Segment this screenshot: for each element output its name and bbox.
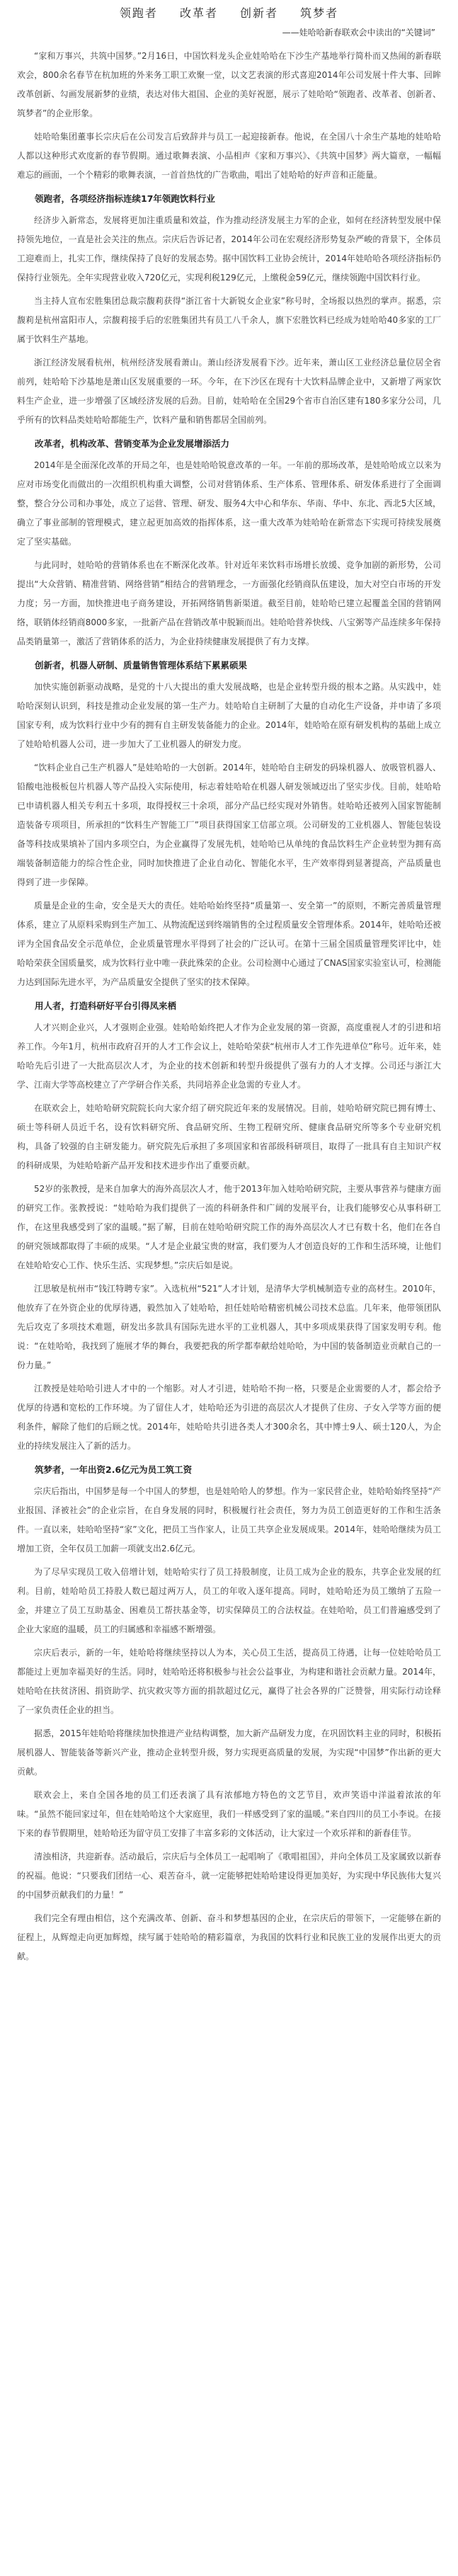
article-paragraph: 江思敏是杭州市“钱江特聘专家”。入选杭州“521”人才计划，是清华大学机械制造专业的高材生。2010年，他放弃了在外资企业的优厚待遇，毅然加入了娃哈哈，担任娃哈哈精密机械公司技术总监。几年来，他带领团队先后攻克了多项技术难题，研发出多款具有国际先进水平的工业机器人，其中多项成果获得了国家发明专利。他说：“在娃哈哈，我找到了施展才华的舞台，我要把我的所学都奉献给娃哈哈，为中国的装备制造业贡献自己的一份力量。” xyxy=(17,1284,441,1370)
article-paragraph: 人才兴则企业兴，人才强则企业强。娃哈哈始终把人才作为企业发展的第一资源，高度重视人才的引进和培养工作。今年1月，杭州市政府召开的人才工作会议上，娃哈哈荣获“杭州市人才工作先进单位”称号。近年来，娃哈哈先后引进了一大批高层次人才，为企业的技术创新和转型升级提供了强有力的人才支撑。公司还与浙江大学、江南大学等高校建立了产学研合作关系，共同培养企业急需的专业人才。 xyxy=(17,1022,441,1090)
article-paragraph: 当主持人宣布宏胜集团总裁宗馥莉获得“浙江省十大新锐女企业家”称号时，全场报以热烈的掌声。据悉，宗馥莉是杭州富阳市人，宗馥莉接手后的宏胜集团共有员工八千余人，旗下宏胜饮料已经成为娃哈哈40多家的工厂属于饮料生产基地。 xyxy=(17,296,441,344)
section-heading-text: 机构改革、营销变革为企业发展增添活力 xyxy=(70,438,230,449)
section-heading-text: 各项经济指标连续17年领跑饮料行业 xyxy=(70,193,215,204)
article-paragraph: “家和万事兴，共筑中国梦。”2月16日，中国饮料龙头企业娃哈哈在下沙生产基地举行简朴而又热闹的新春联欢会，800余名春节在杭加班的外来务工职工欢聚一堂，以文艺表演的形式喜迎2014年公司发展十件大事、回眸改革创新、勾画发展新梦的业绩，表达对伟大祖国、企业的美好祝愿，展示了娃哈哈“领跑者、改革者、创新者、筑梦者”的企业形象。 xyxy=(17,51,441,118)
title-part-2: 改革者 xyxy=(179,6,218,20)
article-paragraph: 据悉，2015年娃哈哈将继续加快推进产业结构调整，加大新产品研发力度，在巩固饮料主业的同时，积极拓展机器人、智能装备等新兴产业，推动企业转型升级，努力实现更高质量的发展，为实现“中国梦”作出新的更大贡献。 xyxy=(17,1728,441,1777)
article-paragraph: “饮料企业自己生产机器人”是娃哈哈的一大创新。2014年，娃哈哈自主研发的码垛机器人、放吸管机器人、铅酸电池极板包片机器人等产品投入实际使用，标志着娃哈哈在机器人研发领域迈出了坚实步伐。目前，娃哈哈已申请机器人相关专利五十多项，取得授权三十余项，部分产品已经实现对外销售。娃哈哈还被列入国家智能制造装备专项项目，所承担的“饮料生产智能工厂”项目获得国家工信部立项。公司研发的工业机器人、智能包装设备等科技成果填补了国内多项空白，为企业赢得了发展先机，娃哈哈已从单纯的食品饮料生产企业转型为拥有高端装备制造能力的综合性企业，同时加快推进了企业自动化、智能化水平，生产效率得到显著提高，产品质量也得到了进一步保障。 xyxy=(17,763,441,887)
article-paragraph: 我们完全有理由相信，这个充满改革、创新、奋斗和梦想基因的企业，在宗庆后的带领下，一定能够在新的征程上，从辉煌走向更加辉煌，续写属于娃哈哈的精彩篇章，为我国的饮料行业和民族工业的发展作出更大的贡献。 xyxy=(17,1913,441,1961)
section-heading-lead: 筑梦者， xyxy=(35,1464,71,1475)
article-subtitle: ——娃哈哈新春联欢会中读出的“关键词” xyxy=(282,28,435,38)
article-paragraph: 宗庆后指出，中国梦是每一个中国人的梦想，也是娃哈哈人的梦想。作为一家民营企业，娃哈哈始终坚持“产业报国、泽被社会”的企业宗旨，在自身发展的同时，积极履行社会责任，努力为员工创造更好的工作和生活条件。一直以来，娃哈哈坚持“家”文化，把员工当作家人，让员工共享企业发展成果。2014年，娃哈哈继续为员工增加工资，全年仅员工加薪一项就支出2.6亿元。 xyxy=(17,1486,441,1554)
article-paragraph: 浙江经济发展看杭州，杭州经济发展看萧山。萧山经济发展看下沙。近年来，萧山区工业经济总量位居全省前列，娃哈哈下沙基地是萧山区发展重要的一环。今年，在下沙区在现有十大饮料品牌企业中，又新增了两家饮料生产企业，进一步增强了区域经济发展的后劲。目前，娃哈哈在全国29个省市自治区建有180多家分公司，几乎所有的饮料品类娃哈哈都能生产，饮料产量和销售都居全国前列。 xyxy=(17,358,441,425)
section-heading-lead: 用人者， xyxy=(35,1001,71,1011)
section-heading-text: 一年出资2.6亿元为员工筑工资 xyxy=(70,1464,193,1475)
article-paragraph: 清浊相济，共迎新春。活动最后，宗庆后与全体员工一起唱响了《歌唱祖国》，并向全体员工及家属致以新春的祝福。他说：“只要我们团结一心、艰苦奋斗，就一定能够把娃哈哈建设得更加美好，为实现中华民族伟大复兴的中国梦贡献我们的力量！” xyxy=(17,1852,441,1900)
article-paragraph: 加快实施创新驱动战略，是党的十八大提出的重大发展战略，也是企业转型升级的根本之路。从实践中，娃哈哈深刻认识到，科技是推动企业发展的第一生产力。娃哈哈自主研制了大量的自动化生产设备，并申请了多项国家专利，成为饮料行业中少有的拥有自主研发装备能力的企业。2014年，娃哈哈在原有研发机构的基础上成立了娃哈哈机器人公司，进一步加大了工业机器人的研发力度。 xyxy=(17,682,441,749)
title-part-1: 领跑者 xyxy=(119,6,158,20)
section-heading xyxy=(17,1460,441,1479)
article-body xyxy=(17,47,441,1966)
section-heading-lead: 领跑者， xyxy=(35,193,71,204)
article-paragraph: 联欢会上，来自全国各地的员工们还表演了具有浓郁地方特色的文艺节目，欢声笑语中洋溢着浓浓的年味。“虽然不能回家过年，但在娃哈哈这个大家庭里，我们一样感受到了家的温暖。”来自四川的员工小李说。在接下来的春节假期里，娃哈哈还为留守员工安排了丰富多彩的文体活动，让大家过一个欢乐祥和的新春佳节。 xyxy=(17,1790,441,1838)
article-paragraph: 为了尽早实现员工收入倍增计划，娃哈哈实行了员工持股制度，让员工成为企业的股东，共享企业发展的红利。目前，娃哈哈员工持股人数已超过两万人，员工的年收入逐年提高。同时，娃哈哈还为员工缴纳了五险一金，并建立了员工互助基金、困难员工帮扶基金等，切实保障员工的合法权益。在娃哈哈，员工们普遍感受到了企业大家庭的温暖，员工的归属感和幸福感不断增强。 xyxy=(17,1567,441,1634)
article-paragraph: 娃哈哈集团董事长宗庆后在公司发言后致辞并与员工一起迎接新春。他说，在全国八十余生产基地的娃哈哈人都以这种形式欢度新的春节假期。通过歌舞表演、小品相声《家和万事兴》、《共筑中国梦》两大篇章，一幅幅难忘的画面，一个个精彩的歌舞表演，一首首热忱的广告歌曲，唱出了娃哈哈的好声音和正能量。 xyxy=(17,132,441,180)
section-heading xyxy=(17,996,441,1015)
section-heading-lead: 改革者， xyxy=(35,438,71,449)
section-heading-text: 机器人研制、质量销售管理体系结下累累硕果 xyxy=(70,660,248,671)
article-title xyxy=(17,4,441,21)
title-part-3: 创新者 xyxy=(240,6,279,20)
section-heading xyxy=(17,189,441,208)
title-part-4: 筑梦者 xyxy=(300,6,339,20)
article-paragraph: 江教授是娃哈哈引进人才中的一个缩影。对人才引进，娃哈哈不拘一格，只要是企业需要的人才，都会给予优厚的待遇和宽松的工作环境。为了留住人才，娃哈哈还为引进的高层次人才提供了住房、子女入学等方面的便利条件，解除了他们的后顾之忧。2014年，娃哈哈共引进各类人才300余名，其中博士9人、硕士120人，为企业的持续发展注入了新的活力。 xyxy=(17,1384,441,1451)
article-paragraph: 质量是企业的生命，安全是天大的责任。娃哈哈始终坚持“质量第一、安全第一”的原则，不断完善质量管理体系，建立了从原料采购到生产加工、从物流配送到终端销售的全过程质量安全管理体系。2014年，娃哈哈还被评为全国食品安全示范单位，企业质量管理水平得到了社会的广泛认可。在第十三届全国质量管理奖评比中，娃哈哈荣获全国质量奖，成为饮料行业中唯一获此殊荣的企业。公司检测中心通过了CNAS国家实验室认可，检测能力达到国际先进水平，为产品质量安全提供了坚实的技术保障。 xyxy=(17,901,441,987)
section-heading xyxy=(17,434,441,453)
article-paragraph: 经济步入新常态，发展将更加注重质量和效益，作为推动经济发展主力军的企业，如何在经济转型发展中保持领先地位，一直是社会关注的焦点。宗庆后告诉记者，2014年公司在宏观经济形势复杂严峻的背景下，全体员工迎难而上，扎实工作，继续保持了良好的发展态势。据中国饮料工业协会统计，2014年娃哈哈各项经济指标仍保持行业领先。全年实现营业收入720亿元，实现利税129亿元，上缴税金59亿元，继续领跑中国饮料行业。 xyxy=(17,215,441,283)
section-heading xyxy=(17,656,441,675)
article-paragraph: 2014年是全面深化改革的开局之年，也是娃哈哈锐意改革的一年。一年前的那场改革，是娃哈哈成立以来为应对市场变化而做出的一次组织机构重大调整，公司对营销体系、生产体系、管理体系、研发体系进行了全面调整，整合分公司和办事处，成立了运营、管理、研发、服务4大中心和华东、华南、华中、东北、西北5大区域，确立了事业部制的管理模式，建立起更加高效的指挥体系，这一重大改革为娃哈哈在新常态下实现可持续发展奠定了坚实基础。 xyxy=(17,460,441,547)
article-paragraph: 宗庆后表示，新的一年，娃哈哈将继续坚持以人为本，关心员工生活，提高员工待遇，让每一位娃哈哈员工都能过上更加幸福美好的生活。同时，娃哈哈还将积极参与社会公益事业，为构建和谐社会贡献力量。2014年，娃哈哈在扶贫济困、捐资助学、抗灾救灾等方面的捐款超过亿元，赢得了社会各界的广泛赞誉，用实际行动诠释了一家负责任企业的担当。 xyxy=(17,1648,441,1715)
section-heading-text: 打造科研好平台引得凤来栖 xyxy=(70,1001,177,1011)
section-heading-lead: 创新者， xyxy=(35,660,71,671)
article-paragraph: 在联欢会上，娃哈哈研究院院长向大家介绍了研究院近年来的发展情况。目前，娃哈哈研究院已拥有博士、硕士等科研人员近千名，设有饮料研究所、食品研究所、生物工程研究所、健康食品研究所等多个专业研究机构，具备了较强的自主研发能力。研究院先后承担了多项国家和省部级科研项目，取得了一批具有自主知识产权的科研成果，为娃哈哈新产品开发和技术进步作出了重要贡献。 xyxy=(17,1103,441,1170)
article-paragraph: 52岁的张教授，是来自加拿大的海外高层次人才，他于2013年加入娃哈哈研究院，主要从事营养与健康方面的研究工作。张教授说：“娃哈哈为我们提供了一流的科研条件和广阔的发展平台，让我们能够安心从事科研工作，在这里我感受到了家的温暖。”据了解，目前在娃哈哈研究院工作的海外高层次人才已有数十名，他们在各自的研究领域都取得了丰硕的成果。“人才是企业最宝贵的财富，我们要为人才创造良好的工作和生活环境，让他们在娃哈哈安心工作、快乐生活、实现梦想。”宗庆后如是说。 xyxy=(17,1184,441,1270)
article-paragraph: 与此同时，娃哈哈的营销体系也在不断深化改革。针对近年来饮料市场增长放缓、竞争加剧的新形势，公司提出“大众营销、精准营销、网络营销”相结合的营销理念，一方面强化经销商队伍建设，加大对空白市场的开发力度；另一方面，加快推进电子商务建设，开拓网络销售新渠道。截至目前，娃哈哈已建立起覆盖全国的营销网络，联销体经销商8000多家，一批新产品在营销改革中脱颖而出。娃哈哈营养快线、八宝粥等产品连续多年保持品类销量第一，激活了营销体系的活力，为企业持续健康发展提供了有力支撑。 xyxy=(17,560,441,646)
